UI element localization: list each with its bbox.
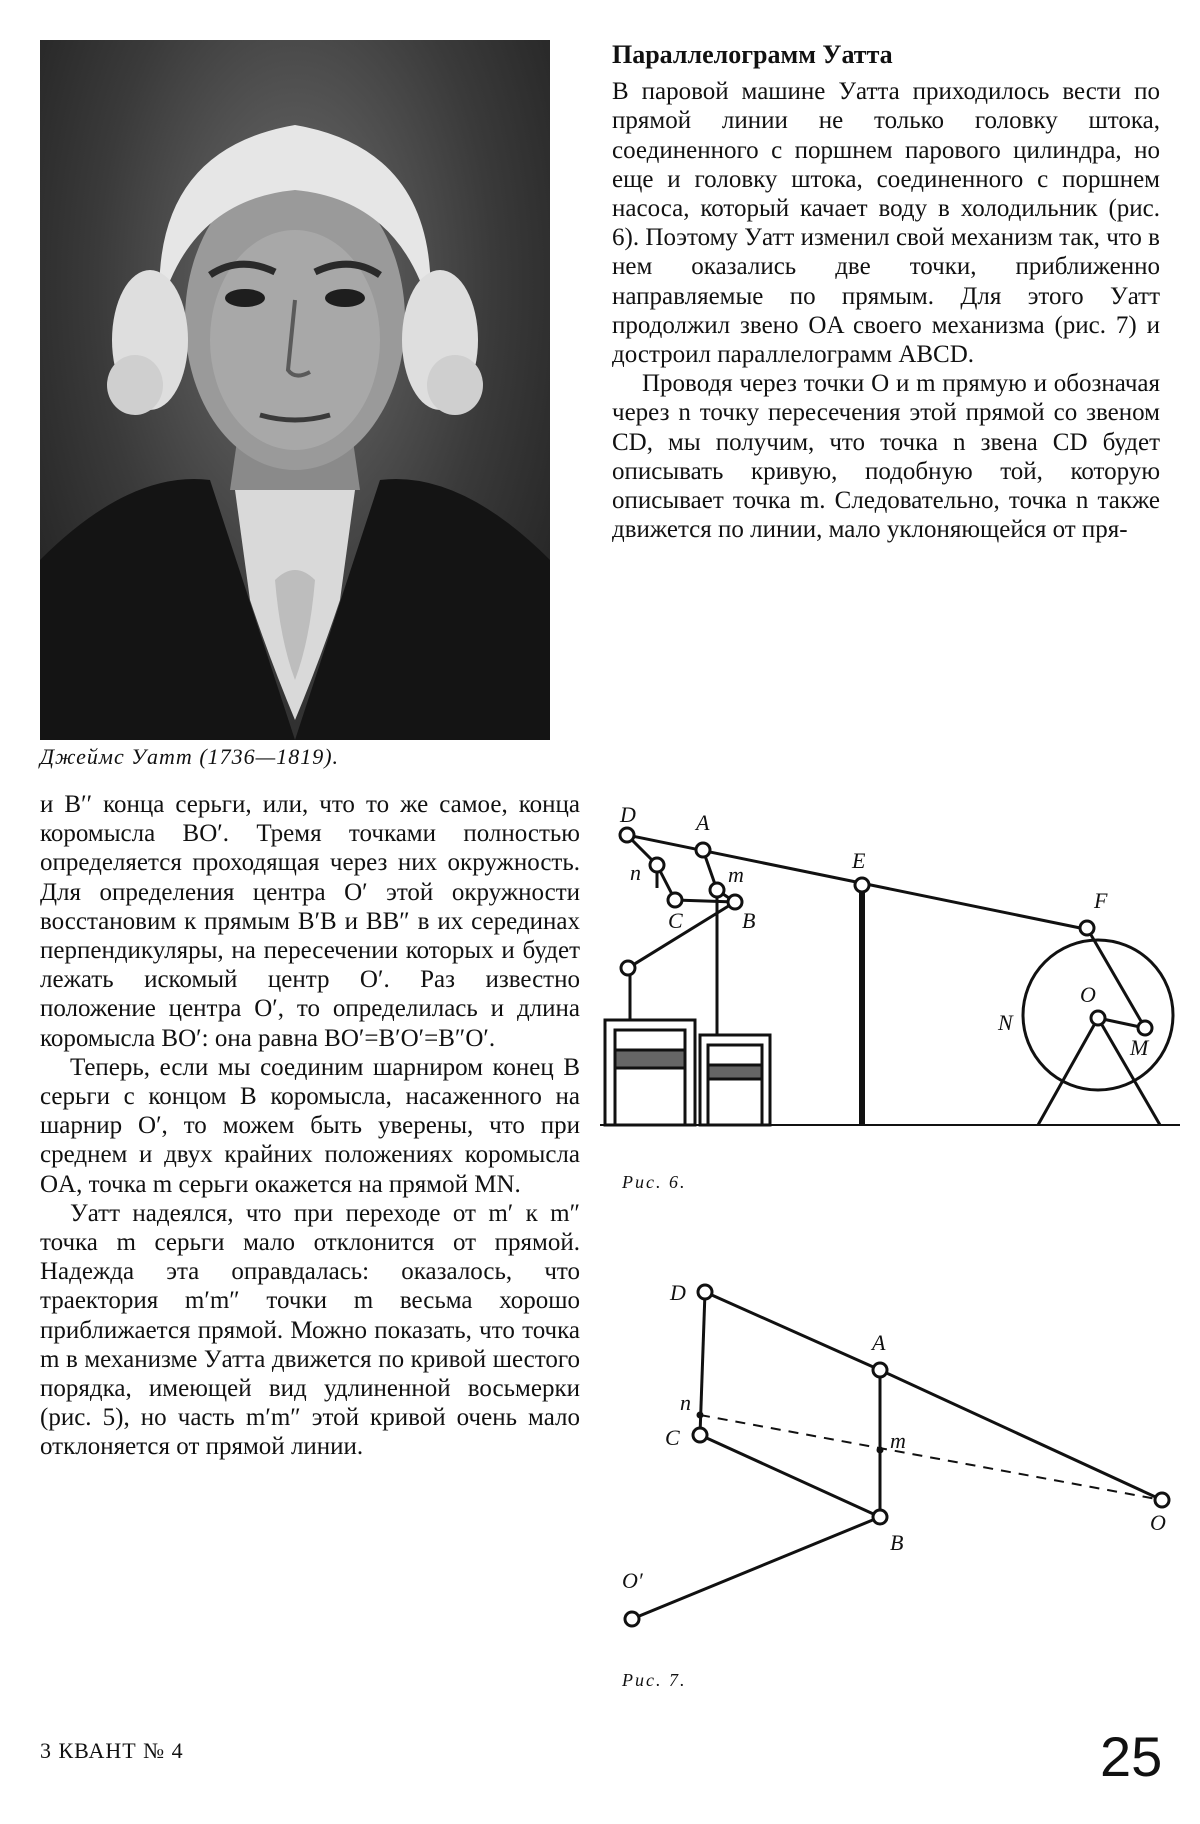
joint-D	[620, 828, 634, 842]
link-D-A	[705, 1292, 880, 1370]
joint-m	[710, 883, 724, 897]
label-A: A	[696, 810, 710, 835]
link-A-O	[880, 1370, 1162, 1500]
link-C-B	[700, 1435, 880, 1517]
steam-piston	[615, 1050, 685, 1068]
label-C: C	[668, 908, 683, 933]
label-C: C	[665, 1425, 680, 1450]
steam-cylinder-inner	[615, 1030, 685, 1125]
right-column-text	[612, 40, 1160, 544]
label-D: D	[620, 802, 636, 827]
portrait-illustration	[40, 40, 550, 740]
joint-C	[668, 893, 682, 907]
link-C-B	[675, 900, 735, 902]
label-n: n	[630, 860, 641, 885]
page-number: 25	[1100, 1725, 1163, 1788]
label-O: O	[1080, 982, 1096, 1007]
joint-O	[1091, 1011, 1105, 1025]
label-B: B	[742, 908, 756, 933]
steam-cylinder	[605, 1020, 695, 1125]
label-m: m	[728, 862, 744, 887]
issue-label: 3 КВАНТ № 4	[40, 1738, 184, 1763]
left-paragraph: и B′′ конца серьги, или, что то же самое, конца коромысла BO′. Тремя точками полностью определяется проходящая через них окружность. Для определения центра O′ этой окружности восстановим к прямым B′B и BB″ в их серединах перпендикуляры, на пересечении которых и будет лежать искомый центр O′. Раз известно положение центра O′, то определилась и длина коромысла BO′: она равна BO′=B′O′=B″O′.	[40, 791, 580, 1052]
joint-O	[1155, 1493, 1169, 1507]
joint-F	[1080, 921, 1094, 935]
figure-6-caption: Рис. 6.	[622, 1172, 687, 1192]
joint-M	[1138, 1021, 1152, 1035]
label-A: A	[872, 1330, 886, 1355]
figure-6	[600, 790, 1180, 1140]
joint-C	[693, 1428, 707, 1442]
label-O: O	[1150, 1510, 1166, 1535]
joint-left-rod	[621, 961, 635, 975]
point-m	[877, 1447, 884, 1454]
right-paragraph: Проводя через точки O и m прямую и обозначая через n точку пересечения этой прямой со звеном CD, мы получим, что точка n звена CD будет описывать кривую, подобную той, которую описывает точка m. Следовательно, точка n также движется по линии, мало уклоняющейся от пря-	[612, 370, 1160, 544]
label-N: N	[998, 1010, 1013, 1035]
label-O-prime: O′	[622, 1568, 643, 1593]
label-D: D	[670, 1280, 686, 1305]
portrait-caption: Джеймс Уатт (1736—1819).	[40, 744, 340, 769]
section-heading: Параллелограмм Уатта	[612, 40, 893, 69]
joint-B	[728, 895, 742, 909]
left-paragraph: Уатт надеялся, что при переходе от m′ к m″ точка m серьги мало отклонится от прямой. Надежда эта оправдалась: оказалось, что траектория m′m″ точки m весьма хорошо приближается прямой. Можно показать, что точка m в механизме Уатта движется по кривой шестого порядка, имеющей вид удлиненной восьмерки (рис. 5), но часть m′m″ этой кривой очень мало отклоняется от прямой линии.	[40, 1199, 580, 1461]
figure-7	[600, 1270, 1180, 1640]
joint-n	[650, 858, 664, 872]
label-M: M	[1130, 1035, 1149, 1060]
portrait-photo	[40, 40, 550, 740]
left-column-text	[40, 790, 580, 1462]
joint-O-prime	[625, 1612, 639, 1626]
joint-A	[873, 1363, 887, 1377]
left-paragraph: Теперь, если мы соединим шарниром конец B серьги с концом B коромысла, насаженного на шарнир O′, то можем быть уверены, что при среднем и двух крайних положениях коромысла OA, точка m серьги окажется на прямой MN.	[40, 1053, 580, 1198]
pump-piston	[708, 1065, 762, 1079]
figure-7-caption: Рис. 7.	[622, 1670, 687, 1690]
joint-A	[696, 843, 710, 857]
label-n: n	[680, 1390, 691, 1415]
label-B: B	[890, 1530, 904, 1555]
joint-D	[698, 1285, 712, 1299]
link-B-Oprime	[632, 1517, 880, 1619]
point-n	[697, 1412, 704, 1419]
pump-cylinder-inner	[708, 1045, 762, 1125]
label-F: F	[1094, 888, 1108, 913]
dashed-line-n-m-O	[700, 1415, 1162, 1500]
label-m: m	[890, 1428, 906, 1453]
label-E: E	[852, 848, 866, 873]
right-paragraph: В паровой машине Уатта приходилось вести по прямой линии не только головку штока, соединенного с поршнем парового цилиндра, но еще и головку штока, соединенного с поршнем насоса, который качает воду в холодильник (рис. 6). Поэтому Уатт изменил свой механизм так, что в нем оказались две точки, приближенно направляемые по прямым. Для этого Уатт продолжил звено OA своего механизма (рис. 7) и достроил параллелограмм ABCD.	[612, 78, 1160, 369]
joint-E	[855, 878, 869, 892]
joint-B	[873, 1510, 887, 1524]
